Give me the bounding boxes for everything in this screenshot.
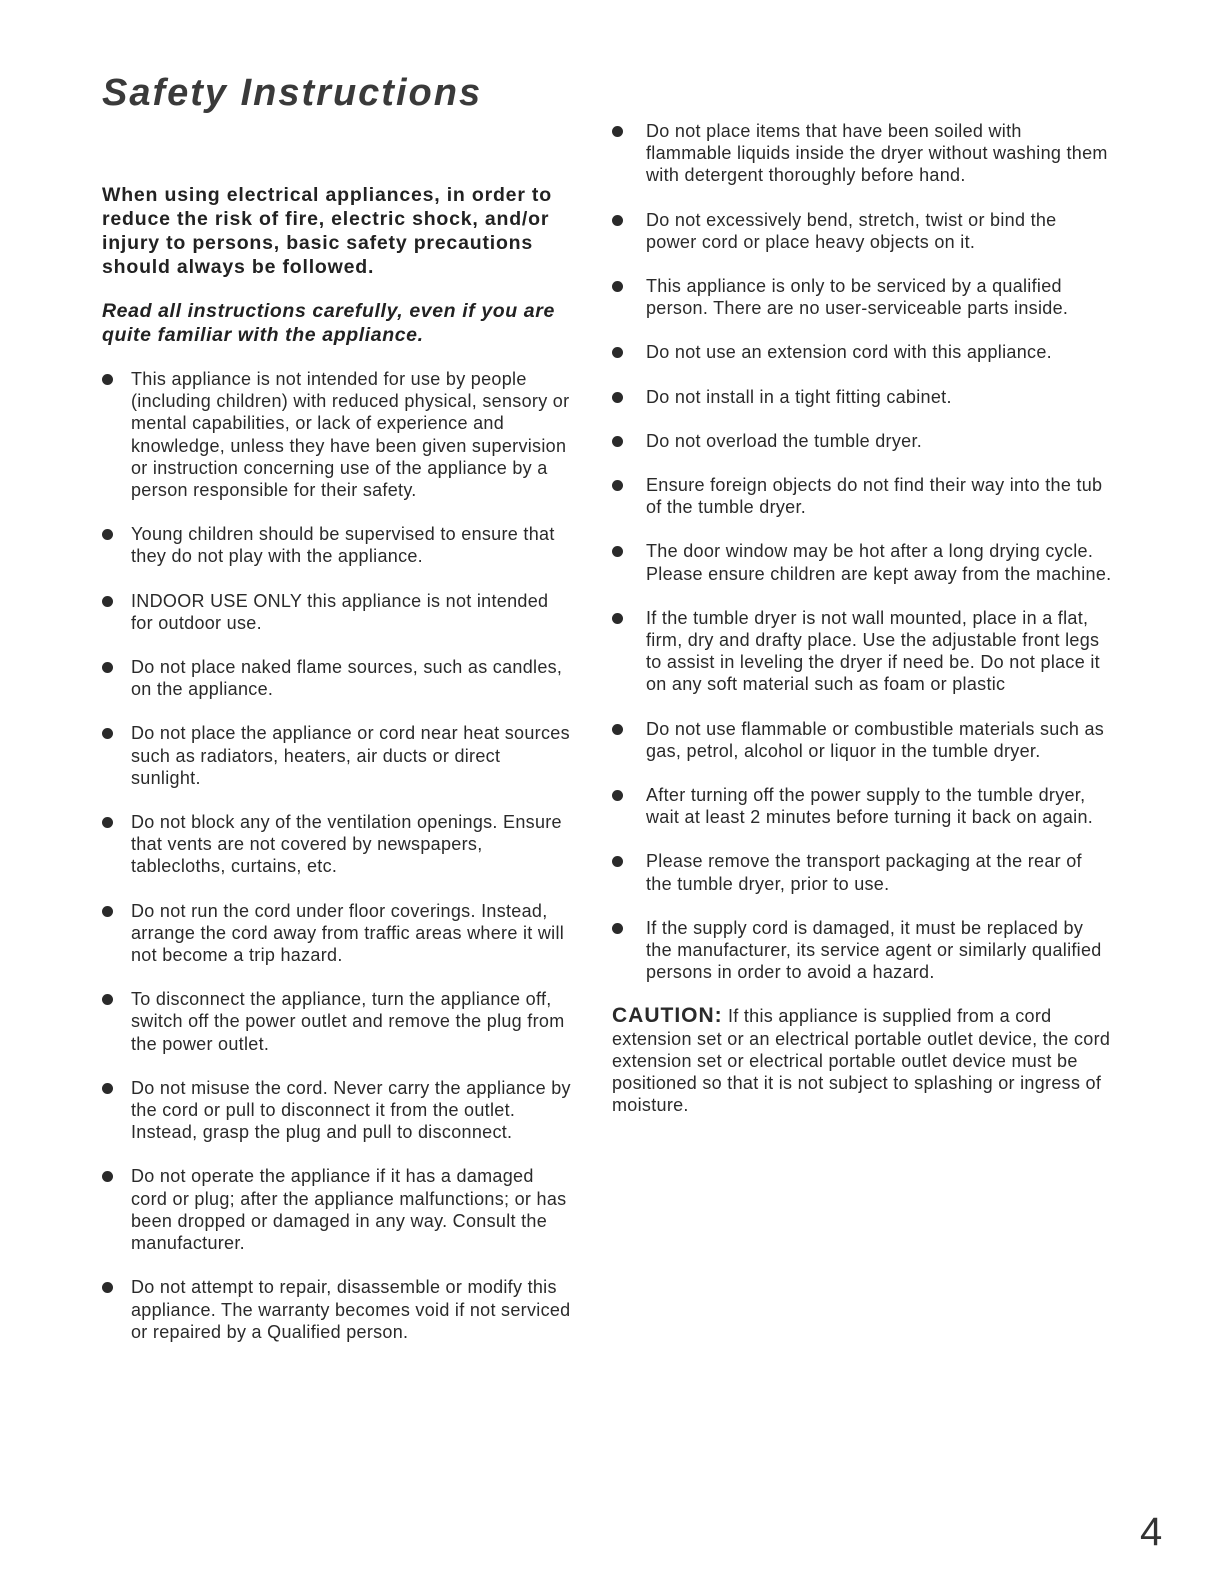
- list-item: [102, 1165, 572, 1254]
- list-item-text: Do not block any of the ventilation openings. Ensure that vents are not covered by newspapers, tablecloths, curtains, etc.: [131, 812, 562, 877]
- caution-note: [612, 1005, 1112, 1116]
- list-item: [612, 784, 1112, 828]
- list-item-text: Do not place naked flame sources, such as candles, on the appliance.: [131, 657, 563, 700]
- list-item-text: Do not overload the tumble dryer.: [646, 430, 923, 451]
- bullet-icon: [612, 923, 623, 934]
- list-item: [102, 988, 572, 1055]
- bullet-icon: [102, 994, 113, 1005]
- list-item: [102, 656, 572, 700]
- list-item: [102, 722, 572, 789]
- list-item-text: Do not misuse the cord. Never carry the appliance by the cord or pull to disconnect it from the outlet. Instead, grasp the plug and pull to disconnect.: [131, 1077, 571, 1143]
- list-item-text: INDOOR USE ONLY this appliance is not intended for outdoor use.: [131, 590, 549, 633]
- list-item: [612, 120, 1112, 187]
- list-item: [102, 811, 572, 878]
- list-item-text: To disconnect the appliance, turn the appliance off, switch off the power outlet and remove the plug from the power outlet.: [131, 989, 565, 1054]
- intro-statement: When using electrical appliances, in order to reduce the risk of fire, electric shock, and/or injury to persons, basic safety precautions should always be followed.: [102, 184, 552, 278]
- list-item: [102, 900, 572, 967]
- read-all-note: Read all instructions carefully, even if you are quite familiar with the appliance.: [102, 300, 555, 346]
- bullet-icon: [612, 281, 623, 292]
- page-title: Safety Instructions: [102, 72, 483, 114]
- list-item-text: Do not install in a tight fitting cabinet.: [646, 386, 952, 407]
- bullet-icon: [612, 546, 623, 557]
- list-item-text: The door window may be hot after a long drying cycle. Please ensure children are kept away from the machine.: [646, 541, 1112, 584]
- bullet-icon: [612, 480, 623, 491]
- caution-label: CAUTION:: [612, 1004, 723, 1028]
- list-item-text: Do not use an extension cord with this appliance.: [646, 342, 1052, 363]
- right-instruction-list: [612, 120, 1112, 983]
- bullet-icon: [102, 529, 113, 540]
- bullet-icon: [612, 856, 623, 867]
- list-item: [612, 917, 1112, 984]
- list-item: [612, 209, 1112, 253]
- list-item: [612, 540, 1112, 584]
- bullet-icon: [102, 1282, 113, 1293]
- list-item-text: After turning off the power supply to the tumble dryer, wait at least 2 minutes before turning it back on again.: [646, 785, 1094, 828]
- bullet-icon: [612, 392, 623, 403]
- list-item: [102, 1276, 572, 1343]
- list-item: [612, 718, 1112, 762]
- bullet-icon: [612, 215, 623, 226]
- list-item-text: Please remove the transport packaging at the rear of the tumble dryer, prior to use.: [646, 851, 1082, 894]
- list-item: [612, 341, 1112, 363]
- page-number: 4: [1140, 1510, 1163, 1554]
- list-item: [612, 386, 1112, 408]
- bullet-icon: [612, 724, 623, 735]
- bullet-icon: [612, 436, 623, 447]
- list-item-text: Do not operate the appliance if it has a damaged cord or plug; after the appliance malfunctions; or has been dropped or damaged in any way. Consult the manufacturer.: [131, 1166, 567, 1254]
- list-item-text: If the tumble dryer is not wall mounted, place in a flat, firm, dry and drafty place. Use the adjustable front legs to assist in leveling the dryer if need be. Do not place it on any soft material such as foam or plastic: [646, 607, 1100, 695]
- list-item-text: This appliance is not intended for use by people (including children) with reduced physical, sensory or mental capabilities, or lack of experience and knowledge, unless they have been given supervision or instruction concerning use of the appliance by a person responsible for their safety.: [131, 369, 570, 501]
- bullet-icon: [102, 817, 113, 828]
- bullet-icon: [102, 374, 113, 385]
- left-instruction-list: [102, 368, 572, 1343]
- list-item-text: Do not place items that have been soiled with flammable liquids inside the dryer without washing them with detergent thoroughly before hand.: [646, 121, 1108, 186]
- list-item: [102, 523, 572, 567]
- list-item: [102, 590, 572, 634]
- bullet-icon: [102, 1083, 113, 1094]
- left-column: [102, 183, 572, 1365]
- bullet-icon: [102, 662, 113, 673]
- bullet-icon: [102, 728, 113, 739]
- list-item-text: Young children should be supervised to ensure that they do not play with the appliance.: [131, 524, 555, 567]
- bullet-icon: [612, 126, 623, 137]
- list-item-text: Do not use flammable or combustible materials such as gas, petrol, alcohol or liquor in the tumble dryer.: [646, 718, 1105, 761]
- list-item-text: Do not attempt to repair, disassemble or modify this appliance. The warranty becomes void if not serviced or repaired by a Qualified person.: [131, 1277, 571, 1342]
- list-item-text: Do not excessively bend, stretch, twist or bind the power cord or place heavy objects on it.: [646, 209, 1057, 252]
- list-item: [612, 474, 1112, 518]
- bullet-icon: [612, 347, 623, 358]
- list-item: [612, 607, 1112, 696]
- bullet-icon: [612, 613, 623, 624]
- bullet-icon: [102, 1171, 113, 1182]
- list-item: [102, 1077, 572, 1144]
- caution-text: If this appliance is supplied from a cord extension set or an electrical portable outlet device, the cord extension set or electrical portable outlet device must be positioned so that it is not subject to splashing or ingress of moisture.: [612, 1006, 1111, 1116]
- list-item-text: If the supply cord is damaged, it must be replaced by the manufacturer, its service agent or similarly qualified persons in order to avoid a hazard.: [646, 917, 1102, 983]
- list-item: [102, 368, 572, 501]
- list-item-text: This appliance is only to be serviced by a qualified person. There are no user-serviceable parts inside.: [646, 276, 1069, 319]
- bullet-icon: [102, 596, 113, 607]
- bullet-icon: [612, 790, 623, 801]
- list-item-text: Do not place the appliance or cord near heat sources such as radiators, heaters, air ducts or direct sunlight.: [131, 723, 570, 788]
- list-item: [612, 275, 1112, 319]
- list-item-text: Ensure foreign objects do not find their way into the tub of the tumble dryer.: [646, 475, 1103, 518]
- right-column: [612, 120, 1112, 1117]
- list-item: [612, 850, 1112, 894]
- bullet-icon: [102, 906, 113, 917]
- list-item: [612, 430, 1112, 452]
- list-item-text: Do not run the cord under floor coverings. Instead, arrange the cord away from traffic areas where it will not become a trip hazard.: [131, 900, 565, 966]
